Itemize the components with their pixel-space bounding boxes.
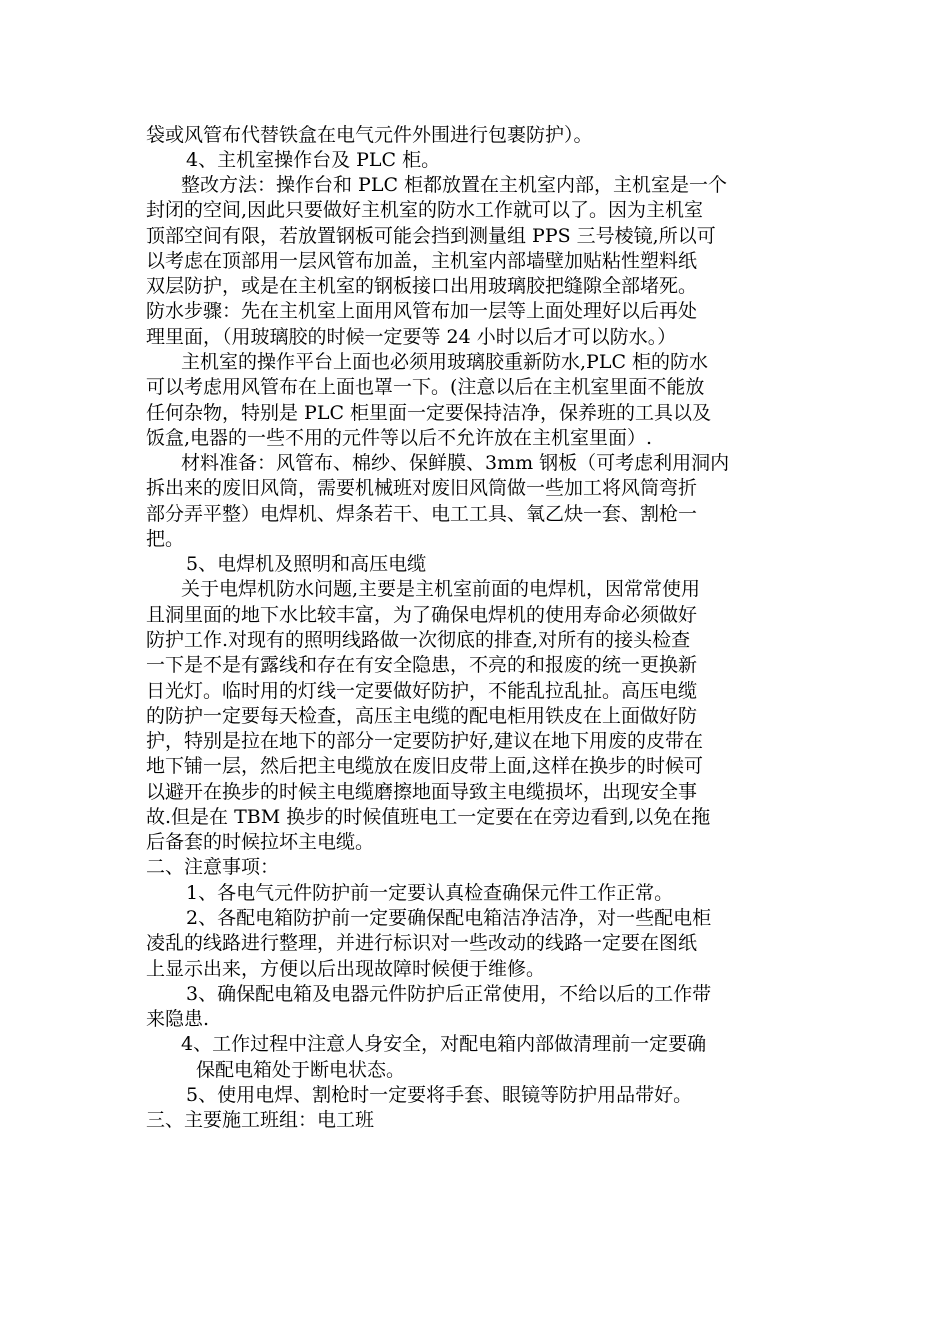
body-line: 保配电箱处于断电状态。	[196, 1059, 406, 1081]
section-heading: 5、电焊机及照明和高压电缆	[186, 553, 427, 575]
body-line: 袋或风管布代替铁盒在电气元件外围进行包裹防护）。	[146, 124, 593, 146]
body-line: 地下铺一层，然后把主电缆放在废旧皮带上面,这样在换步的时候可	[146, 755, 704, 777]
body-line: 关于电焊机防水问题,主要是主机室前面的电焊机，因常常使用	[181, 578, 701, 600]
body-line: 双层防护，或是在主机室的钢板接口出用玻璃胶把缝隙全部堵死。	[146, 275, 698, 297]
body-line: 饭盒,电器的一些不用的元件等以后不允许放在主机室里面）.	[146, 427, 653, 449]
body-line: 的防护一定要每天检查，高压主电缆的配电柜用铁皮在上面做好防	[146, 705, 698, 727]
section-heading: 4、主机室操作台及 PLC 柜。	[186, 149, 441, 171]
body-line: 部分弄平整）电焊机、焊条若干、电工工具、氧乙炔一套、割枪一	[146, 503, 698, 525]
body-line: 材料准备：风管布、棉纱、保鲜膜、3mm 钢板（可考虑利用洞内	[181, 452, 730, 474]
body-line: 封闭的空间,因此只要做好主机室的防水工作就可以了。因为主机室	[146, 199, 704, 221]
section-heading: 二、注意事项：	[146, 856, 280, 878]
body-line: 把。	[146, 528, 185, 550]
body-line: 防护工作.对现有的照明线路做一次彻底的排查,对所有的接头检查	[146, 629, 691, 651]
list-item: 2、各配电箱防护前一定要确保配电箱洁净洁净，对一些配电柜	[186, 907, 712, 929]
list-item: 5、使用电焊、割枪时一定要将手套、眼镜等防护用品带好。	[186, 1084, 693, 1106]
list-item: 3、确保配电箱及电器元件防护后正常使用，不给以后的工作带	[186, 983, 712, 1005]
body-line: 拆出来的废旧风筒，需要机械班对废旧风筒做一些加工将风筒弯折	[146, 477, 698, 499]
body-line: 整改方法：操作台和 PLC 柜都放置在主机室内部，主机室是一个	[181, 174, 728, 196]
body-line: 来隐患.	[146, 1008, 210, 1030]
body-line: 护，特别是拉在地下的部分一定要防护好,建议在地下用废的皮带在	[146, 730, 704, 752]
body-line: 主机室的操作平台上面也必须用玻璃胶重新防水,PLC 柜的防水	[181, 351, 709, 373]
body-line: 理里面，（用玻璃胶的时候一定要等 24 小时以后才可以防水。）	[146, 326, 677, 348]
body-line: 顶部空间有限，若放置钢板可能会挡到测量组 PPS 三号棱镜,所以可	[146, 225, 716, 247]
body-line: 防水步骤：先在主机室上面用风管布加一层等上面处理好以后再处	[146, 300, 698, 322]
body-line: 上显示出来，方便以后出现故障时候便于维修。	[146, 958, 546, 980]
body-line: 以避开在换步的时候主电缆磨擦地面导致主电缆损坏，出现安全事	[146, 781, 698, 803]
body-line: 后备套的时候拉坏主电缆。	[146, 831, 375, 853]
body-line: 任何杂物，特别是 PLC 柜里面一定要保持洁净，保养班的工具以及	[146, 402, 712, 424]
body-line: 以考虑在顶部用一层风管布加盖，主机室内部墙壁加贴粘性塑料纸	[146, 250, 698, 272]
section-heading: 三、主要施工班组：电工班	[146, 1109, 375, 1131]
body-line: 一下是不是有露线和存在有安全隐患，不亮的和报废的统一更换新	[146, 654, 698, 676]
body-line: 且洞里面的地下水比较丰富，为了确保电焊机的使用寿命必须做好	[146, 604, 698, 626]
body-line: 凌乱的线路进行整理，并进行标识对一些改动的线路一定要在图纸	[146, 932, 698, 954]
body-line: 故.但是在 TBM 换步的时候值班电工一定要在在旁边看到,以免在拖	[146, 806, 711, 828]
body-line: 可以考虑用风管布在上面也罩一下。(注意以后在主机室里面不能放	[146, 376, 705, 398]
list-item: 1、各电气元件防护前一定要认真检查确保元件工作正常。	[186, 882, 674, 904]
list-item: 4、工作过程中注意人身安全，对配电箱内部做清理前一定要确	[181, 1033, 707, 1055]
body-line: 日光灯。临时用的灯线一定要做好防护，不能乱拉乱扯。高压电缆	[146, 680, 698, 702]
